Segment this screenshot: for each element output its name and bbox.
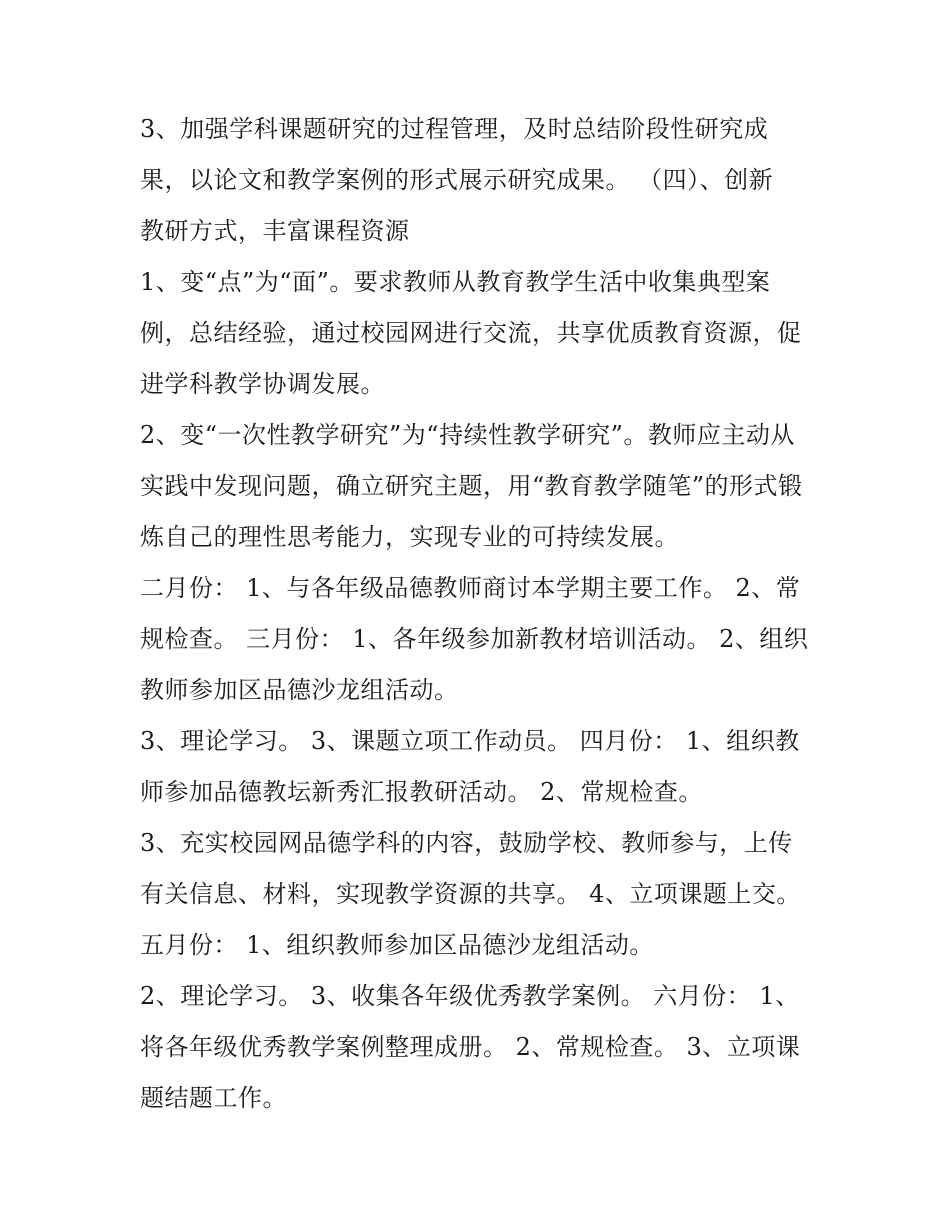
text-line: 例，总结经验，通过校园网进行交流，共享优质教育资源，促 bbox=[140, 319, 802, 347]
text-line: 教师参加区品德沙龙组活动。 bbox=[140, 676, 459, 704]
text-line: 进学科教学协调发展。 bbox=[140, 370, 385, 398]
text-line: 五月份： 1、组织教师参加区品德沙龙组活动。 bbox=[140, 931, 654, 959]
text-line: 3、充实校园网品德学科的内容，鼓励学校、教师参与，上传 bbox=[140, 829, 793, 857]
text-line: 果，以论文和教学案例的形式展示研究成果。 （四）、创新 bbox=[140, 166, 774, 194]
text-line: 有关信息、材料，实现教学资源的共享。 4、立项课题上交。 bbox=[140, 880, 801, 908]
text-line: 3、加强学科课题研究的过程管理，及时总结阶段性研究成 bbox=[140, 115, 769, 143]
text-line: 教研方式，丰富课程资源 bbox=[140, 217, 410, 245]
text-line: 题结题工作。 bbox=[140, 1084, 287, 1112]
text-line: 炼自己的理性思考能力，实现专业的可持续发展。 bbox=[140, 523, 679, 551]
text-line: 实践中发现问题，确立研究主题，用“教育教学随笔”的形式锻 bbox=[140, 472, 803, 500]
text-line: 规检查。 三月份： 1、各年级参加新教材培训活动。 2、组织 bbox=[140, 625, 809, 653]
text-line: 3、理论学习。 3、课题立项工作动员。 四月份： 1、组织教 bbox=[140, 727, 800, 755]
text-line: 二月份： 1、与各年级品德教师商讨本学期主要工作。 2、常 bbox=[140, 574, 801, 602]
text-line: 将各年级优秀教学案例整理成册。 2、常规检查。 3、立项课 bbox=[140, 1033, 801, 1061]
text-line: 2、理论学习。 3、收集各年级优秀教学案例。 六月份： 1、 bbox=[140, 982, 800, 1010]
text-line: 师参加品德教坛新秀汇报教研活动。 2、常规检查。 bbox=[140, 778, 703, 806]
text-line: 2、变“一次性教学研究”为“持续性教学研究”。教师应主动从 bbox=[140, 421, 795, 449]
text-line: 1、变“点”为“面”。要求教师从教育教学生活中收集典型案 bbox=[140, 268, 771, 296]
